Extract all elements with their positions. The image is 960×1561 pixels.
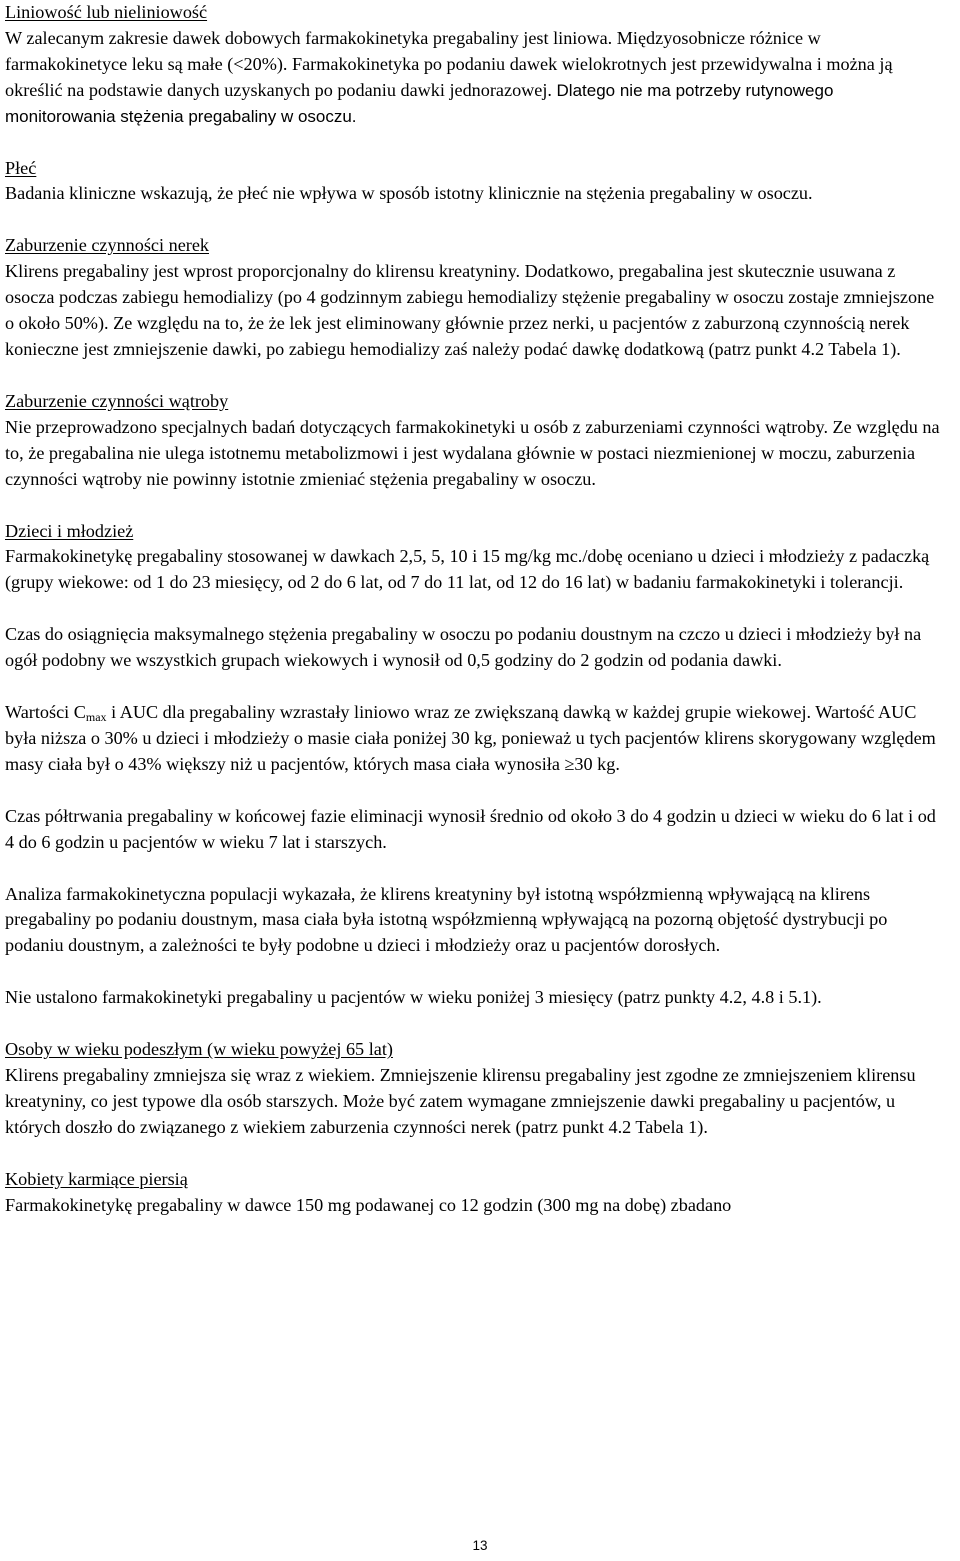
section-elderly: [5, 1037, 943, 1141]
paragraph-children-6: Nie ustalono farmakokinetyki pregabaliny u pacjentów w wieku poniżej 3 miesięcy (patrz punkty 4.2, 4.8 i 5.1).: [5, 987, 822, 1008]
paragraph-children-5: Analiza farmakokinetyczna populacji wykazała, że klirens kreatyniny był istotną współzmienną wpływającą na klirens pregabaliny po podaniu doustnym, masa ciała była istotną współzmienną wpływającą na pozorną objętość dystrybucji po podaniu doustnym, a zależności te były podobne u dzieci i młodzieży oraz u pacjentów dorosłych.: [5, 883, 888, 956]
section-heading-breastfeeding: Kobiety karmiące piersią: [5, 1168, 188, 1189]
paragraph-renal: Klirens pregabaliny jest wprost proporcjonalny do klirensu kreatyniny. Dodatkowo, pregabalina jest skutecznie usuwana z osocza podczas zabiegu hemodializy (po 4 godzinnym zabiegu hemodializy stężenie pregabaliny w osoczu zostaje zmniejszone o około 50%). Ze względu na to, że że lek jest eliminowany głównie przez nerki, u pacjentów z zaburzoną czynnością nerek konieczne jest zmniejszenie dawki, po zabiegu hemodializy zaś należy podać dawkę dodatkową (patrz punkt 4.2 Tabela 1).: [5, 261, 935, 359]
section-heading-linearity: Liniowość lub nieliniowość: [5, 2, 208, 22]
paragraph-elderly: Klirens pregabaliny zmniejsza się wraz z wiekiem. Zmniejszenie klirensu pregabaliny jest zgodne ze zmniejszeniem klirensu kreatyniny, co jest typowe dla osób starszych. Może być zatem wymagane zmniejszenie dawki pregabaliny u pacjentów, u których doszło do związanego z wiekiem zaburzenia czynności nerek (patrz punkt 4.2 Tabela 1).: [5, 1065, 916, 1137]
section-heading-elderly: Osoby w wieku podeszłym (w wieku powyżej 65 lat): [5, 1039, 393, 1060]
paragraph-children-3: [5, 700, 943, 778]
section-heading-hepatic: Zaburzenie czynności wątroby: [5, 390, 229, 411]
cmax-rest: i AUC dla pregabaliny wzrastały liniowo wraz ze zwiększaną dawką w każdej grupie wiekowej. Wartość AUC była niższa o 30% u dzieci i młodzieży o masie ciała poniżej 30 kg, ponieważ u tych pacjentów klirens skorygowany względem masy ciała był o 43% większy niż u pacjentów, których masa ciała wynosiła ≥30 kg.: [5, 702, 936, 774]
paragraph-gender: Badania kliniczne wskazują, że płeć nie wpływa w sposób istotny klinicznie na stężenia pregabaliny w osoczu.: [5, 183, 813, 204]
page-number: 13: [472, 1538, 488, 1553]
paragraph-children-4: Czas półtrwania pregabaliny w końcowej fazie eliminacji wynosił średnio od około 3 do 4 godzin u dzieci w wieku do 6 lat i od 4 do 6 godzin u pacjentów w wieku 7 lat i starszych.: [5, 805, 936, 852]
section-gender: [5, 156, 943, 208]
section-heading-gender: Płeć: [5, 157, 37, 178]
paragraph-breastfeeding: Farmakokinetykę pregabaliny w dawce 150 mg podawanej co 12 godzin (300 mg na dobę) zbadano: [5, 1194, 732, 1215]
cmax-subscript: max: [85, 710, 107, 725]
section-linearity: [5, 0, 943, 130]
cmax-prefix: Wartości C: [5, 702, 86, 723]
section-heading-children: Dzieci i młodzież: [5, 520, 134, 541]
paragraph-hepatic: Nie przeprowadzono specjalnych badań dotyczących farmakokinetyki u osób z zaburzeniami czynności wątroby. Ze względu na to, że pregabalina nie ulega istotnemu metabolizmowi i jest wydalana głównie w postaci niezmienionej w moczu, zaburzenia czynności wątroby nie powinny istotnie zmieniać stężenia pregabaliny w osoczu.: [5, 416, 940, 489]
section-renal: [5, 233, 943, 363]
document-page: [5, 0, 943, 1219]
paragraph-children-2: Czas do osiągnięcia maksymalnego stężenia pregabaliny w osoczu po podaniu doustnym na czczo u dzieci i młodzieży był na ogół podobny we wszystkich grupach wiekowych i wynosił od 0,5 godziny do 2 godzin od podania dawki.: [5, 624, 922, 671]
paragraph-linearity-serif: W zalecanym zakresie dawek dobowych farmakokinetyka pregabaliny jest liniowa. Międzyosobnicze różnice w farmakokinetyce leku są małe (<20%). Farmakokinetyka po podaniu dawek wielokrotnych jest przewidywalna i można ją określić na podstawie danych uzyskanych po podaniu dawki jednorazowej.: [5, 27, 893, 100]
section-children: [5, 519, 943, 1012]
section-breastfeeding: [5, 1167, 943, 1219]
paragraph-children-1: Farmakokinetykę pregabaliny stosowanej w dawkach 2,5, 5, 10 i 15 mg/kg mc./dobę oceniano u dzieci i młodzieży z padaczką (grupy wiekowe: od 1 do 23 miesięcy, od 2 do 6 lat, od 7 do 11 lat, od 12 do 16 lat) w badaniu farmakokinetyki i tolerancji.: [5, 546, 930, 593]
section-heading-renal: Zaburzenie czynności nerek: [5, 235, 209, 256]
paragraph-linearity-sans: Dlatego nie ma potrzeby rutynowego monitorowania stężenia pregabaliny w osoczu.: [5, 80, 834, 126]
section-hepatic: [5, 389, 943, 493]
paragraph-linearity: [5, 26, 943, 130]
